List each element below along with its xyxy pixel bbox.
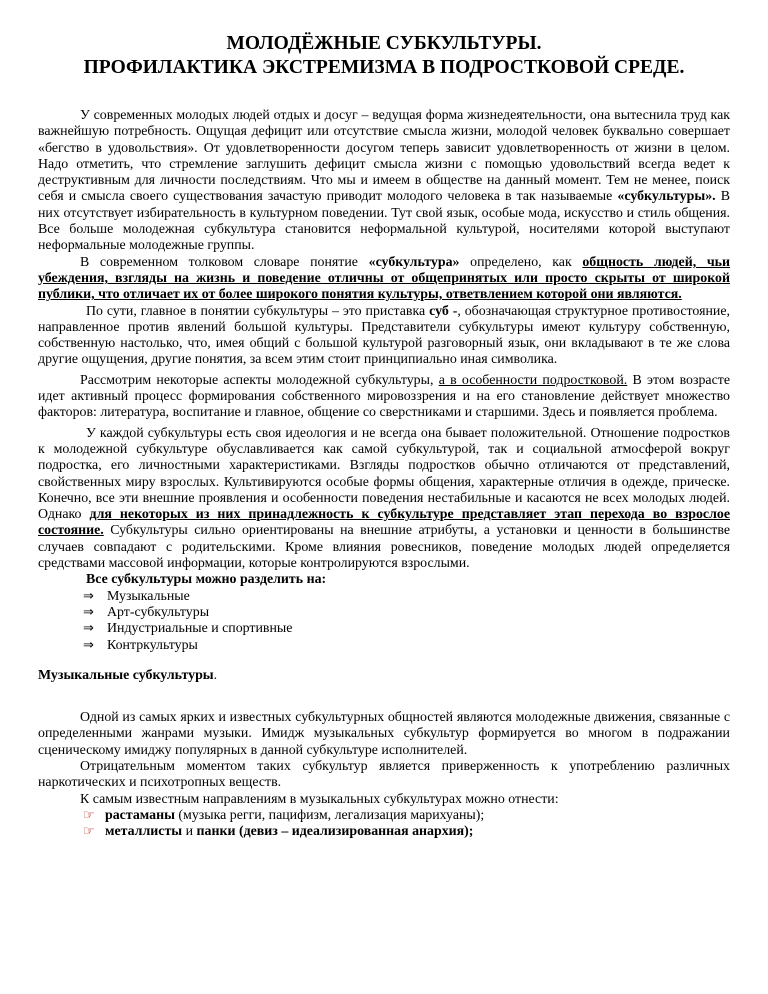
pointing-hand-icon: ☞ (83, 824, 95, 840)
music-list (38, 808, 730, 841)
item-metalheads: металлисты (105, 824, 183, 840)
definition-term: «субкультура» (368, 254, 460, 270)
arrow-icon: ⇒ (83, 588, 94, 604)
ideology-highlight: для некоторых из них принадлежность к субкультуре представляет этап перехода во взрослое состояние. (38, 507, 730, 539)
division-list (38, 589, 730, 654)
arrow-icon: ⇒ (83, 637, 94, 653)
intro-text-c: В них отсутствует избирательность в культурном поведении. Тут свой язык, особые мода, искусство и стиль общения. Все больше молодежная субкультура становится неформальной культурой, носителями которой выступают неформальные молодежные группы. (38, 189, 730, 254)
aspects-underlined: а в особенности подростковой. (438, 372, 628, 388)
list-item (83, 638, 730, 654)
list-item-label: Контркультуры (107, 637, 198, 653)
prefix-text-c: , обозначающая структурное противостояние, направленное против явлений большой культуры. Представители субкультуры имеют культуру собственную, собственную настолько, что, имея общий с большой культурой разговорный язык, они вкладывают в те же слова другие ощущения, другие понятия, за всем этим стоит принципиально иная символика. (38, 303, 731, 368)
definition-text-c: определено, как (459, 254, 583, 270)
definition-text-a: В современном толковом словаре понятие (80, 254, 369, 270)
prefix-text-a: По сути, главное в понятии субкультуры – это приставка (86, 303, 430, 319)
paragraph-intro (38, 108, 730, 255)
list-item-label: Музыкальные (107, 588, 190, 604)
title-line-2: ПРОФИЛАКТИКА ЭКСТРЕМИЗМА В ПОДРОСТКОВОЙ СРЕДЕ. (83, 57, 685, 78)
aspects-text-a: Рассмотрим некоторые аспекты молодежной субкультуры, (80, 372, 439, 388)
page-title (38, 32, 730, 80)
intro-term-subculture: «субкультуры». (617, 189, 716, 205)
ideology-text-a: У каждой субкультуры есть своя идеология и не всегда она бывает положительной. Отношение подростков к молодежной субкультуре обуславливается как самой субкультурой, так и социальной атмосферой вокруг подростка, его личностными характеристиками. Взгляды подростков обычно отличаются от представлений, свойственных миру взрослых. Культивируются особые формы общения, характерные отличия в одежде, прическе. Конечно, все эти внешние проявления и особенности поведения нестабильные и касаются не всех молодых людей. Однако (38, 425, 730, 523)
list-item-label: Арт-субкультуры (107, 604, 210, 620)
item-rastamans: растаманы (105, 807, 175, 823)
item-punks: панки (девиз – идеализированная анархия); (196, 824, 474, 840)
aspects-text-c: В этом возрасте идет активный процесс формирования собственного мировоззрения и на его становление действует множество факторов: литература, воспитание и главное, общение со сверстниками и старшими. Здесь и появляется проблема. (38, 372, 730, 421)
music-paragraph-1: Одной из самых ярких и известных субкультурных общностей являются молодежные движения, связанные с определенными жанрами музыки. Имидж музыкальных субкультур формируется во многом в подражании сценическому имиджу популярных в данной субкультуре исполнителей. (38, 710, 730, 758)
title-line-1: МОЛОДЁЖНЫЕ СУБКУЛЬТУРЫ. (226, 33, 542, 54)
paragraph-prefix (38, 304, 730, 369)
list-item (83, 589, 730, 605)
intro-text-a: У современных молодых людей отдых и досуг – ведущая форма жизнедеятельности, она вытеснила труд как важнейшую потребность. Ощущая дефицит или отсутствие смысла жизни, молодой человек буквально совершает «бегство в удовольствия». От удовлетворенности досугом теперь зависит удовлетворенность от жизни в целом. Надо отметить, что стремление заглушить дефицит смысла жизни с помощью удовольствий всегда ведет к деструктивным для личности последствиям. Что мы и имеем в обществе на данный момент. Тем не менее, поиск себя и смысла своего существования зачастую приводит молодого человека в так называемые (38, 108, 730, 205)
paragraph-ideology (38, 426, 730, 573)
list-item (83, 605, 730, 621)
arrow-icon: ⇒ (83, 604, 94, 620)
prefix-term-sub: суб - (429, 303, 458, 319)
pointing-hand-icon: ☞ (83, 807, 95, 823)
music-paragraph-2: Отрицательным моментом таких субкультур является приверженность к употреблению различных наркотических и психотропных веществ. (38, 758, 730, 791)
paragraph-definition (38, 255, 730, 304)
list-item (83, 824, 730, 840)
music-section-heading (38, 668, 730, 684)
list-item (83, 808, 730, 824)
item-rastamans-desc: (музыка регги, пацифизм, легализация марихуаны); (174, 807, 485, 823)
list-item-label: Индустриальные и спортивные (107, 621, 293, 637)
list-item (83, 621, 730, 637)
music-paragraph-3: К самым известным направлениям в музыкальных субкультурах можно отнести: (80, 791, 559, 807)
item-conjunction: и (182, 824, 197, 840)
paragraph-aspects (38, 373, 730, 422)
music-heading-text: Музыкальные субкультуры (38, 667, 214, 683)
division-heading: Все субкультуры можно разделить на: (86, 572, 327, 588)
definition-highlight: общность людей, чьи убеждения, взгляды на жизнь и поведение отличны от общепринятых или просто скрыты от широкой публики, что отличает их от более широкого понятия культуры, ответвлением которой они являются. (38, 254, 731, 303)
arrow-icon: ⇒ (83, 621, 94, 637)
ideology-text-c: Субкультуры сильно ориентированы на внешние атрибуты, а установки и ценности в большинстве случаев совпадают с родительскими. Кроме влияния ровесников, поведение молодых людей определяется средствами массовой информации, которые контролируются взрослыми. (38, 523, 730, 572)
music-heading-dot: . (213, 667, 218, 683)
